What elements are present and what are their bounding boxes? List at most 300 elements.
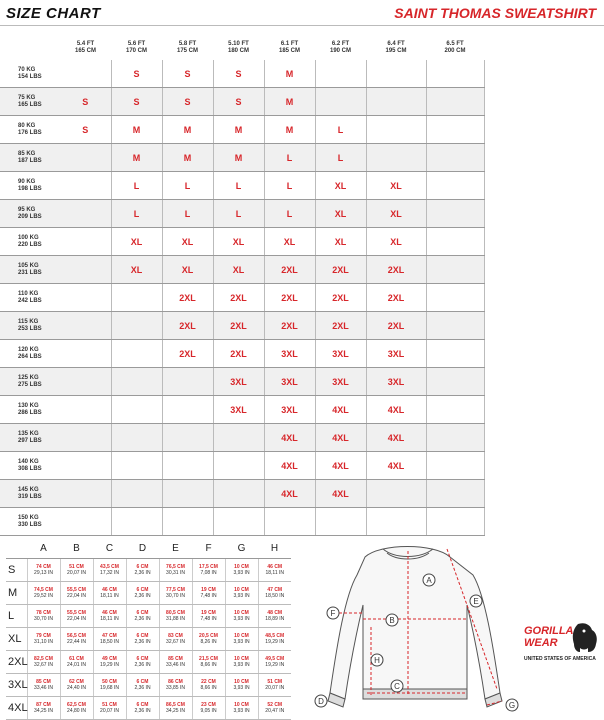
size-cell: S xyxy=(213,60,264,88)
size-cell xyxy=(60,60,111,88)
height-ft: 5.10 FT xyxy=(228,41,249,47)
measure-cell xyxy=(225,559,258,582)
measure-cm: 52 CM xyxy=(267,702,283,708)
measure-cm: 86 CM xyxy=(168,679,183,685)
measure-cm: 21,5 CM xyxy=(199,656,218,662)
size-cell xyxy=(60,172,111,200)
size-cell: 2XL xyxy=(315,284,366,312)
size-cell xyxy=(60,200,111,228)
measure-cm: 6 CM xyxy=(136,679,149,685)
measure-cell xyxy=(27,674,60,697)
measure-cm: 23 CM xyxy=(201,702,216,708)
measure-cell xyxy=(93,697,126,720)
measure-cm: 19 CM xyxy=(201,587,216,593)
measure-in: 3,93 IN xyxy=(233,570,250,576)
weight-label xyxy=(0,312,60,340)
size-cell: L xyxy=(264,200,315,228)
measure-cm: 17,5 CM xyxy=(199,564,218,570)
size-cell xyxy=(111,424,162,452)
weight-lbs: 253 LBS xyxy=(18,325,42,332)
measure-in: 33,46 IN xyxy=(34,685,53,691)
measure-cell xyxy=(192,628,225,651)
size-cell: XL xyxy=(315,200,366,228)
measure-cm: 55,5 CM xyxy=(67,610,86,616)
measure-in: 24,01 IN xyxy=(67,662,86,668)
measure-cell xyxy=(93,605,126,628)
size-cell xyxy=(60,424,111,452)
measure-in: 31,10 IN xyxy=(34,639,53,645)
size-cell: M xyxy=(264,116,315,144)
measure-cell xyxy=(126,651,159,674)
measurement-table xyxy=(6,538,291,720)
measure-in: 22,44 IN xyxy=(67,639,86,645)
measure-cell xyxy=(60,674,93,697)
size-cell xyxy=(111,396,162,424)
size-cell: 3XL xyxy=(213,396,264,424)
weight-row xyxy=(0,228,484,256)
size-cell xyxy=(366,88,426,116)
measure-cell xyxy=(60,628,93,651)
size-cell: M xyxy=(162,144,213,172)
measure-row xyxy=(6,605,291,628)
weight-row xyxy=(0,396,484,424)
measure-cm: 10 CM xyxy=(234,656,249,662)
measure-cell xyxy=(192,582,225,605)
measure-cell xyxy=(27,559,60,582)
weight-lbs: 286 LBS xyxy=(18,409,42,416)
height-header xyxy=(60,36,111,60)
size-cell: L xyxy=(111,200,162,228)
page-title: SIZE CHART xyxy=(6,5,101,22)
measure-row xyxy=(6,651,291,674)
measure-in: 3,93 IN xyxy=(233,685,250,691)
weight-row xyxy=(0,284,484,312)
measure-cell xyxy=(159,628,192,651)
weight-kg: 90 KG xyxy=(18,178,36,185)
measure-row xyxy=(6,582,291,605)
measure-cell xyxy=(192,605,225,628)
weight-label xyxy=(0,200,60,228)
measure-in: 7,48 IN xyxy=(200,593,217,599)
weight-row xyxy=(0,200,484,228)
measure-in: 2,36 IN xyxy=(134,616,151,622)
size-cell: 4XL xyxy=(366,424,426,452)
measure-column-header: C xyxy=(93,538,126,559)
height-cm: 170 CM xyxy=(125,48,147,54)
size-cell xyxy=(111,480,162,508)
measure-in: 2,36 IN xyxy=(134,593,151,599)
height-ft: 5.6 FT xyxy=(127,41,146,47)
weight-label xyxy=(0,284,60,312)
size-cell: 2XL xyxy=(366,312,426,340)
measure-cm: 51 CM xyxy=(69,564,84,570)
size-cell xyxy=(366,480,426,508)
height-header xyxy=(111,36,162,60)
weight-lbs: 176 LBS xyxy=(18,129,42,136)
size-cell xyxy=(366,60,426,88)
measure-size-label: S xyxy=(6,559,27,582)
measure-cell xyxy=(225,697,258,720)
height-cm: 190 CM xyxy=(329,48,351,54)
height-header-row xyxy=(0,36,484,60)
weight-kg: 130 KG xyxy=(18,402,39,409)
label-a: A xyxy=(426,576,432,585)
weight-kg: 95 KG xyxy=(18,206,36,213)
weight-lbs: 297 LBS xyxy=(18,437,42,444)
measure-in: 22,04 IN xyxy=(67,593,86,599)
measure-column-header: G xyxy=(225,538,258,559)
measure-cm: 79 CM xyxy=(36,633,51,639)
measure-in: 8,26 IN xyxy=(200,639,217,645)
sweatshirt-diagram xyxy=(305,535,520,717)
size-cell xyxy=(162,452,213,480)
measure-cell xyxy=(93,582,126,605)
measure-in: 33,85 IN xyxy=(166,685,185,691)
weight-lbs: 242 LBS xyxy=(18,297,42,304)
measure-cm: 74 CM xyxy=(36,564,51,570)
weight-row xyxy=(0,452,484,480)
weight-lbs: 275 LBS xyxy=(18,381,42,388)
size-cell: 2XL xyxy=(315,312,366,340)
height-ft: 5.4 FT xyxy=(76,41,95,47)
weight-label xyxy=(0,172,60,200)
measure-cell xyxy=(225,582,258,605)
measure-cm: 10 CM xyxy=(234,679,249,685)
measure-in: 2,36 IN xyxy=(134,685,151,691)
product-name: SAINT THOMAS SWEATSHIRT xyxy=(394,5,596,21)
corner-cell xyxy=(0,36,60,60)
weight-lbs: 330 LBS xyxy=(18,521,42,528)
measure-cm: 87 CM xyxy=(36,702,51,708)
height-cm: 195 CM xyxy=(385,48,407,54)
measure-cell xyxy=(192,651,225,674)
measure-in: 32,67 IN xyxy=(34,662,53,668)
measure-in: 31,88 IN xyxy=(166,616,185,622)
measure-cm: 49 CM xyxy=(102,656,117,662)
measure-cell xyxy=(225,605,258,628)
size-cell xyxy=(426,284,484,312)
measure-in: 19,29 IN xyxy=(265,662,285,668)
measure-cm: 78 CM xyxy=(36,610,51,616)
height-ft: 6.4 FT xyxy=(387,41,405,47)
size-cell: L xyxy=(162,200,213,228)
size-cell xyxy=(162,508,213,536)
weight-kg: 115 KG xyxy=(18,318,39,325)
measure-cell xyxy=(60,697,93,720)
measure-cell xyxy=(126,697,159,720)
measure-in: 18,89 IN xyxy=(265,616,285,622)
weight-label xyxy=(0,60,60,88)
weight-label xyxy=(0,368,60,396)
size-cell xyxy=(264,508,315,536)
measure-cm: 22 CM xyxy=(201,679,216,685)
size-cell xyxy=(426,172,484,200)
measure-cm: 10 CM xyxy=(234,564,249,570)
measure-in: 30,70 IN xyxy=(166,593,185,599)
size-cell: L xyxy=(315,144,366,172)
height-ft: 5.8 FT xyxy=(178,41,197,47)
measure-in: 29,13 IN xyxy=(34,570,53,576)
measure-cm: 46 CM xyxy=(102,587,117,593)
size-cell: 4XL xyxy=(315,452,366,480)
size-cell: XL xyxy=(315,228,366,256)
size-cell xyxy=(366,508,426,536)
measure-in: 34,25 IN xyxy=(34,708,53,714)
size-cell: L xyxy=(213,200,264,228)
size-cell xyxy=(426,452,484,480)
weight-label xyxy=(0,452,60,480)
size-cell: S xyxy=(60,116,111,144)
weight-row xyxy=(0,368,484,396)
measure-cm: 62,5 CM xyxy=(67,702,86,708)
size-cell xyxy=(60,340,111,368)
measure-cm: 80,5 CM xyxy=(166,610,185,616)
measure-in: 19,29 IN xyxy=(100,662,119,668)
size-cell xyxy=(111,368,162,396)
size-cell: XL xyxy=(366,228,426,256)
size-cell xyxy=(426,424,484,452)
weight-row xyxy=(0,480,484,508)
weight-kg: 140 KG xyxy=(18,458,39,465)
measure-in: 33,46 IN xyxy=(166,662,185,668)
measure-column-header: F xyxy=(192,538,225,559)
measure-cm: 6 CM xyxy=(136,633,149,639)
measure-in: 3,93 IN xyxy=(233,662,250,668)
height-cm: 175 CM xyxy=(176,48,198,54)
measure-in: 32,67 IN xyxy=(166,639,185,645)
logo-tagline: UNITED STATES OF AMERICA xyxy=(524,656,596,662)
height-ft: 6.1 FT xyxy=(280,41,299,47)
measure-in: 18,50 IN xyxy=(100,639,119,645)
size-cell xyxy=(162,480,213,508)
measure-in: 29,52 IN xyxy=(34,593,53,599)
weight-lbs: 165 LBS xyxy=(18,101,42,108)
size-cell: L xyxy=(264,144,315,172)
measure-in: 34,25 IN xyxy=(166,708,185,714)
measure-cell xyxy=(258,559,291,582)
size-cell: M xyxy=(213,116,264,144)
height-ft: 6.5 FT xyxy=(446,41,464,47)
size-cell: L xyxy=(315,116,366,144)
size-cell: M xyxy=(111,144,162,172)
measure-cell xyxy=(159,559,192,582)
weight-label xyxy=(0,340,60,368)
label-f: F xyxy=(330,609,336,618)
size-cell: 2XL xyxy=(213,284,264,312)
measure-cell xyxy=(27,582,60,605)
size-cell xyxy=(162,424,213,452)
size-cell: 2XL xyxy=(264,312,315,340)
measure-cm: 77,5 CM xyxy=(166,587,185,593)
measure-cell xyxy=(159,651,192,674)
size-cell: XL xyxy=(213,228,264,256)
measure-cm: 47 CM xyxy=(102,633,117,639)
weight-label xyxy=(0,88,60,116)
measure-in: 18,11 IN xyxy=(100,593,119,599)
measure-cm: 86,5 CM xyxy=(166,702,185,708)
size-cell xyxy=(426,200,484,228)
measure-cell xyxy=(60,559,93,582)
label-d: D xyxy=(318,697,324,706)
weight-kg: 125 KG xyxy=(18,374,39,381)
size-cell: 4XL xyxy=(366,396,426,424)
measure-in: 17,32 IN xyxy=(100,570,119,576)
size-cell: XL xyxy=(264,228,315,256)
size-cell: 2XL xyxy=(264,256,315,284)
measure-cell xyxy=(258,582,291,605)
weight-lbs: 198 LBS xyxy=(18,185,42,192)
measure-in: 30,31 IN xyxy=(166,570,185,576)
measure-cell xyxy=(60,582,93,605)
measure-size-label: M xyxy=(6,582,27,605)
measure-cell xyxy=(159,605,192,628)
size-cell: 2XL xyxy=(213,312,264,340)
measure-in: 19,68 IN xyxy=(100,685,119,691)
measure-in: 3,93 IN xyxy=(233,639,250,645)
label-e: E xyxy=(473,597,479,606)
measure-cell xyxy=(225,651,258,674)
measure-in: 2,36 IN xyxy=(134,639,151,645)
measure-cm: 48 CM xyxy=(267,610,283,616)
logo-line-2: WEAR xyxy=(524,637,558,649)
size-cell: 2XL xyxy=(366,256,426,284)
weight-row xyxy=(0,88,484,116)
measure-in: 22,04 IN xyxy=(67,616,86,622)
size-cell: 3XL xyxy=(315,368,366,396)
size-cell: XL xyxy=(366,172,426,200)
size-cell xyxy=(60,452,111,480)
size-cell: 2XL xyxy=(315,256,366,284)
measure-in: 7,48 IN xyxy=(200,616,217,622)
size-cell xyxy=(426,340,484,368)
measure-cell xyxy=(225,674,258,697)
weight-lbs: 264 LBS xyxy=(18,353,42,360)
weight-kg: 70 KG xyxy=(18,66,36,73)
weight-label xyxy=(0,144,60,172)
weight-kg: 145 KG xyxy=(18,486,39,493)
height-cm: 185 CM xyxy=(278,48,300,54)
measure-cell xyxy=(159,674,192,697)
measure-in: 18,11 IN xyxy=(265,570,285,576)
size-cell: 3XL xyxy=(264,396,315,424)
size-cell: 4XL xyxy=(264,452,315,480)
measure-column-header: E xyxy=(159,538,192,559)
size-cell: 3XL xyxy=(213,368,264,396)
weight-row xyxy=(0,60,484,88)
measure-cm: 6 CM xyxy=(136,656,149,662)
size-cell: XL xyxy=(162,256,213,284)
weight-kg: 105 KG xyxy=(18,262,39,269)
size-cell: 3XL xyxy=(264,368,315,396)
size-cell: 4XL xyxy=(264,480,315,508)
measure-cm: 51 CM xyxy=(102,702,117,708)
measure-cm: 43,5 CM xyxy=(100,564,119,570)
size-cell xyxy=(60,284,111,312)
weight-row xyxy=(0,256,484,284)
measure-cell xyxy=(93,651,126,674)
weight-row xyxy=(0,172,484,200)
size-cell: XL xyxy=(111,228,162,256)
weight-kg: 110 KG xyxy=(18,290,39,297)
size-cell: S xyxy=(60,88,111,116)
size-cell xyxy=(60,256,111,284)
measure-cell xyxy=(258,628,291,651)
size-cell: S xyxy=(111,88,162,116)
measure-cm: 62 CM xyxy=(69,679,84,685)
height-cm: 180 CM xyxy=(227,48,249,54)
size-cell: M xyxy=(264,60,315,88)
size-cell: 4XL xyxy=(264,424,315,452)
measure-cell xyxy=(192,674,225,697)
size-cell: S xyxy=(162,60,213,88)
header-divider xyxy=(0,25,604,26)
measure-cm: 83 CM xyxy=(168,633,183,639)
size-cell xyxy=(366,144,426,172)
weight-kg: 85 KG xyxy=(18,150,36,157)
measure-cm: 51 CM xyxy=(267,679,283,685)
measure-cell xyxy=(27,605,60,628)
height-cm: 165 CM xyxy=(74,48,96,54)
size-cell xyxy=(366,116,426,144)
measure-cell xyxy=(258,697,291,720)
measure-cm: 50 CM xyxy=(102,679,117,685)
measure-cell xyxy=(126,674,159,697)
measure-cell xyxy=(60,651,93,674)
weight-kg: 150 KG xyxy=(18,514,39,521)
size-cell: XL xyxy=(315,172,366,200)
measure-row xyxy=(6,559,291,582)
size-cell xyxy=(426,144,484,172)
height-header xyxy=(315,36,366,60)
sweatshirt-outline xyxy=(328,547,502,708)
measure-cm: 49,5 CM xyxy=(265,656,285,662)
weight-label xyxy=(0,116,60,144)
measure-cell xyxy=(159,582,192,605)
size-cell: S xyxy=(213,88,264,116)
measure-cm: 76,5 CM xyxy=(166,564,185,570)
weight-kg: 75 KG xyxy=(18,94,36,101)
measure-cm: 10 CM xyxy=(234,633,249,639)
weight-label xyxy=(0,256,60,284)
measure-cm: 47 CM xyxy=(267,587,283,593)
label-g: G xyxy=(508,701,516,710)
measure-cm: 85 CM xyxy=(36,679,51,685)
size-cell: 3XL xyxy=(366,340,426,368)
label-b: B xyxy=(389,616,395,625)
measure-in: 20,47 IN xyxy=(265,708,285,714)
weight-row xyxy=(0,424,484,452)
measure-cell xyxy=(225,628,258,651)
size-cell: 2XL xyxy=(213,340,264,368)
size-cell xyxy=(213,452,264,480)
weight-lbs: 154 LBS xyxy=(18,73,42,80)
weight-row xyxy=(0,312,484,340)
size-cell xyxy=(426,508,484,536)
weight-label xyxy=(0,396,60,424)
size-cell: 2XL xyxy=(162,340,213,368)
measure-size-label: 2XL xyxy=(6,651,27,674)
measure-cm: 61 CM xyxy=(69,656,84,662)
size-cell: 3XL xyxy=(315,340,366,368)
height-header xyxy=(213,36,264,60)
measure-cm: 10 CM xyxy=(234,610,249,616)
measure-in: 3,93 IN xyxy=(233,593,250,599)
size-cell xyxy=(60,508,111,536)
height-cm: 200 CM xyxy=(444,48,466,54)
measure-cm: 6 CM xyxy=(136,610,149,616)
measure-in: 19,29 IN xyxy=(265,639,285,645)
measure-cell xyxy=(126,605,159,628)
